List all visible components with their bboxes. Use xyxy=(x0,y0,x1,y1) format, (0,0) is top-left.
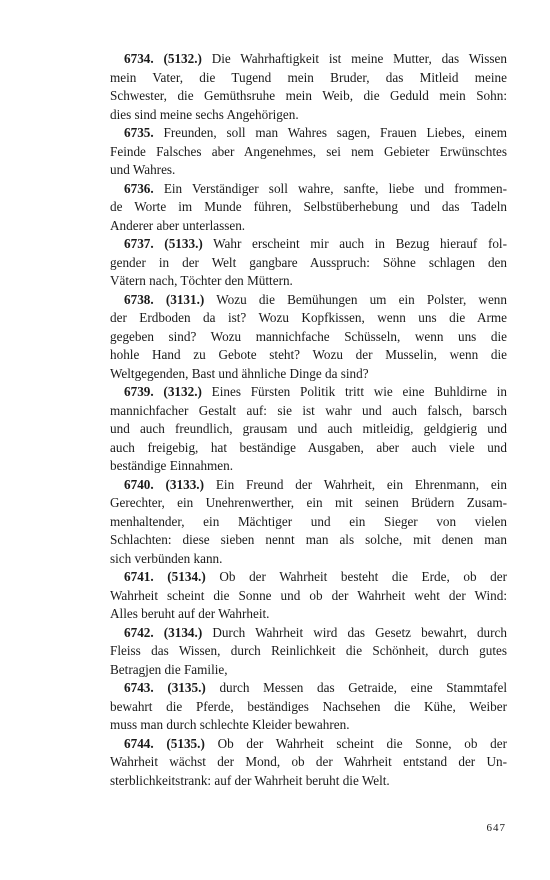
entry-number: 6739. (3132.) xyxy=(124,384,202,399)
entry-line xyxy=(110,69,507,88)
entry-number: 6738. (3131.) xyxy=(124,291,205,307)
entry-line xyxy=(110,402,507,421)
entry-text: Durch Wahrheit wird das Gesetz bewahrt, durch xyxy=(212,624,507,640)
entry-text: hohle Hand zu Gebote steht? Wozu der Musselin, wenn die xyxy=(110,347,507,362)
entry-text: Gerechter, ein Unehrenwerther, ein mit seinen Brüdern Zusam- xyxy=(110,495,507,510)
entry-text: mannichfacher Gestalt auf: sie ist wahr und auch falsch, barsch xyxy=(110,402,507,418)
entry-text: und Wahres. xyxy=(110,162,176,177)
entry-6 xyxy=(110,476,507,569)
entry-line xyxy=(110,50,507,69)
entry-line xyxy=(110,106,507,125)
entry-text: de Worte im Munde führen, Selbstüberhebung und das Tadeln xyxy=(110,199,507,214)
entry-3 xyxy=(110,235,507,291)
entry-text: Fleiss das Wissen, durch Reinlichkeit die Schönheit, durch gutes xyxy=(110,643,507,658)
entry-line xyxy=(110,365,507,384)
entry-text: sterblichkeitstrank: auf der Wahrheit beruht die Welt. xyxy=(110,772,390,788)
entry-text: Schwester, die Gemüthsruhe mein Weib, die Geduld mein Sohn: xyxy=(110,88,507,103)
entry-line xyxy=(110,550,507,569)
entry-line xyxy=(110,272,507,291)
entry-text: durch Messen das Getraide, eine Stammtafel xyxy=(219,680,507,695)
entry-line xyxy=(110,679,507,698)
entry-text: Betragjen die Familie, xyxy=(110,661,228,677)
entry-text: dies sind meine sechs Angehörigen. xyxy=(110,106,299,122)
entry-text: auch freigebig, hat beständige Ausgaben, aber auch viele und xyxy=(110,439,507,455)
entry-10 xyxy=(110,735,507,791)
entry-text: Die Wahrhaftigkeit ist meine Mutter, das Wissen xyxy=(211,51,507,66)
entry-line xyxy=(110,531,507,550)
entry-line xyxy=(110,291,507,310)
entry-number: 6742. (3134.) xyxy=(124,624,203,640)
entry-line xyxy=(110,513,507,532)
entry-text: Eines Fürsten Politik tritt wie eine Buhldirne in xyxy=(211,384,508,399)
entry-text: Freunden, soll man Wahres sagen, Frauen Liebes, einem xyxy=(163,125,507,140)
entry-text: Feinde Falsches aber Angenehmes, sei nem Gebieter Erwünschtes xyxy=(110,143,507,159)
entry-line xyxy=(110,476,507,495)
entry-number: 6741. (5134.) xyxy=(124,569,206,584)
entry-line xyxy=(110,328,507,347)
entry-line xyxy=(110,624,507,643)
entry-text: mein Vater, die Tugend mein Bruder, das Mitleid meine xyxy=(110,69,507,85)
entry-line xyxy=(110,605,507,624)
entry-line xyxy=(110,735,507,754)
entry-number: 6737. (5133.) xyxy=(124,236,203,251)
entry-line xyxy=(110,346,507,365)
entry-text: Ob der Wahrheit scheint die Sonne, ob der xyxy=(217,735,507,751)
entry-line xyxy=(110,716,507,735)
entry-text: Vätern nach, Töchter den Müttern. xyxy=(110,273,293,288)
entry-line xyxy=(110,254,507,273)
entry-number: 6736. xyxy=(124,180,154,196)
entry-text: Schlachten: diese sieben nennt man als solche, mit denen man xyxy=(110,532,507,547)
entry-number: 6735. xyxy=(124,125,154,140)
entry-text: gegeben sind? Wozu mannichfache Schüsseln, wenn uns die xyxy=(110,328,507,344)
entry-line xyxy=(110,161,507,180)
entry-text: Ob der Wahrheit besteht die Erde, ob der xyxy=(219,569,507,584)
entry-1 xyxy=(110,124,507,180)
entry-line xyxy=(110,772,507,791)
entry-line xyxy=(110,642,507,661)
entry-line xyxy=(110,568,507,587)
entry-text: beständige Einnahmen. xyxy=(110,458,234,473)
entry-text: Anderer aber unterlassen. xyxy=(110,217,246,233)
entry-text: Wahr erscheint mir auch in Bezug hierauf fol- xyxy=(213,236,507,251)
entry-5 xyxy=(110,383,507,476)
entry-text: menhaltender, ein Mächtiger und ein Sieger von vielen xyxy=(110,513,507,529)
entry-text: Alles beruht auf der Wahrheit. xyxy=(110,606,270,621)
entry-line xyxy=(110,494,507,513)
entry-number: 6740. (3133.) xyxy=(124,476,204,492)
entry-line xyxy=(110,217,507,236)
entry-number: 6743. (3135.) xyxy=(124,680,206,695)
entry-line xyxy=(110,309,507,328)
entry-text: muss man durch schlechte Kleider bewahren. xyxy=(110,717,350,732)
entry-number: 6744. (5135.) xyxy=(124,735,205,751)
entry-number: 6734. (5132.) xyxy=(124,51,202,66)
page-body xyxy=(110,50,507,790)
entry-text: bewahrt die Pferde, beständiges Nachsehen die Kühe, Weiber xyxy=(110,698,507,714)
entry-line xyxy=(110,180,507,199)
entry-text: Weltgegenden, Bast und ähnliche Dinge da sind? xyxy=(110,365,369,381)
entry-line xyxy=(110,698,507,717)
entry-9 xyxy=(110,679,507,735)
entry-2 xyxy=(110,180,507,236)
entry-text: Ein Verständiger soll wahre, sanfte, liebe und frommen- xyxy=(163,180,507,196)
entry-4 xyxy=(110,291,507,384)
page-number: 647 xyxy=(486,822,506,834)
entry-line xyxy=(110,87,507,106)
entry-text: Wozu die Bemühungen um ein Polster, wenn xyxy=(216,291,507,307)
entry-line xyxy=(110,753,507,772)
entry-text: und auch freundlich, grausam und auch mitleidig, geldgierig und xyxy=(110,421,507,436)
entry-text: Wahrheit scheint die Sonne und ob der Wahrheit weht der Wind: xyxy=(110,587,507,603)
entry-text: gender in der Welt gangbare Ausspruch: Söhne schlagen den xyxy=(110,254,507,270)
entry-line xyxy=(110,198,507,217)
entry-line xyxy=(110,383,507,402)
entry-line xyxy=(110,124,507,143)
entry-line xyxy=(110,235,507,254)
entry-8 xyxy=(110,624,507,680)
entry-line xyxy=(110,143,507,162)
entry-text: Ein Freund der Wahrheit, ein Ehrenmann, ein xyxy=(215,476,507,492)
entry-line xyxy=(110,661,507,680)
entry-text: der Erdboden da ist? Wozu Kopfkissen, wenn uns die Arme xyxy=(110,310,507,325)
entry-line xyxy=(110,420,507,439)
entry-line xyxy=(110,457,507,476)
entry-text: Wahrheit wächst der Mond, ob der Wahrheit entstand der Un- xyxy=(110,754,507,769)
entry-line xyxy=(110,587,507,606)
entry-0 xyxy=(110,50,507,124)
entry-line xyxy=(110,439,507,458)
entry-7 xyxy=(110,568,507,624)
entry-text: sich verbünden kann. xyxy=(110,550,223,566)
